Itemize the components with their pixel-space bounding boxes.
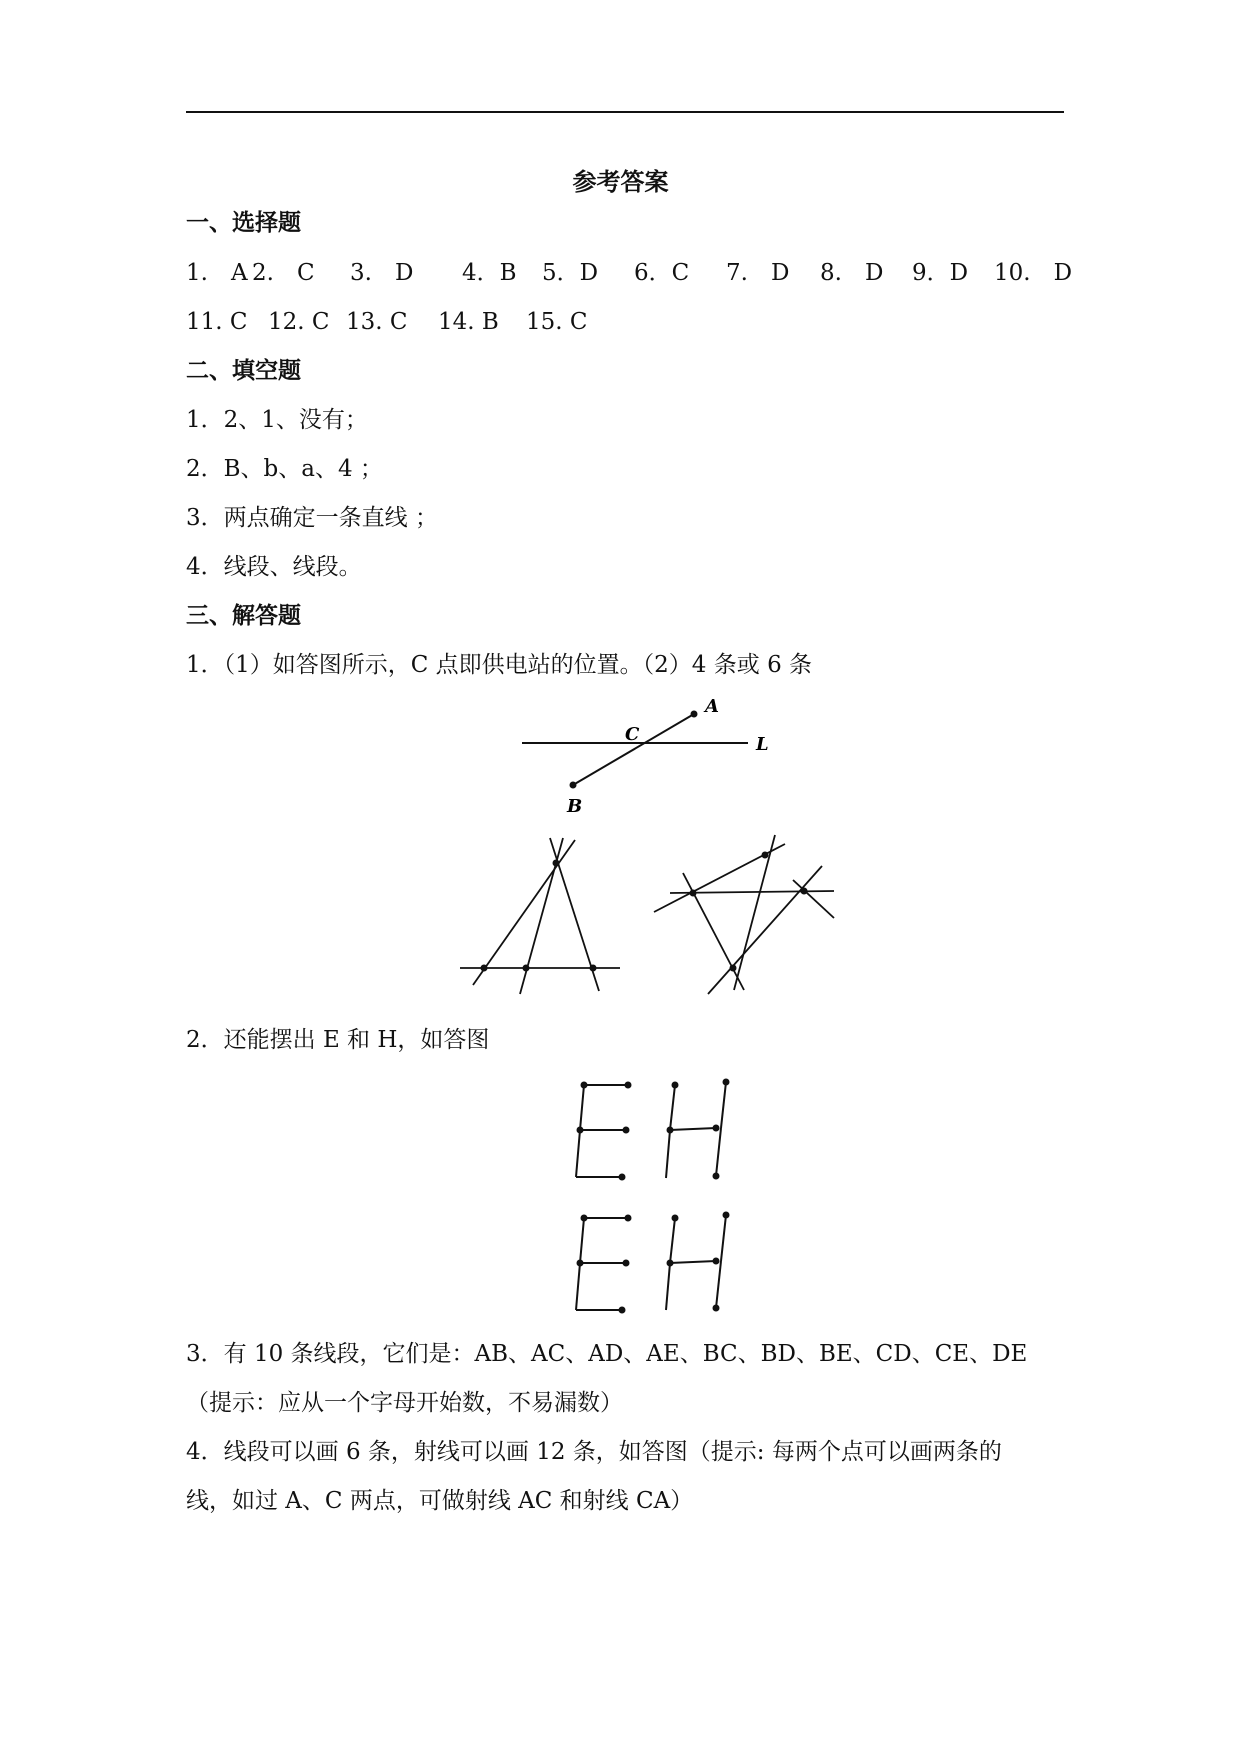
choice-answer: 11. C xyxy=(186,309,248,335)
answer-q4-line-2: 线，如过 A、C 两点，可做射线 AC 和射线 CA） xyxy=(186,1488,694,1514)
choice-answer: 2. C xyxy=(252,260,315,286)
fill-answer-2: 2．B、b、a、4 ； xyxy=(186,456,383,482)
label-b: B xyxy=(567,796,583,817)
choice-answer: 9．D xyxy=(912,260,969,286)
label-l: L xyxy=(756,734,769,755)
choice-answer: 3. D xyxy=(350,260,414,286)
choice-answer: 6．C xyxy=(634,260,690,286)
answer-q3-line-2: （提示：应从一个字母开始数，不易漏数） xyxy=(186,1390,623,1416)
fill-answer-3: 3．两点确定一条直线 ； xyxy=(186,505,438,531)
choice-answer: 7. D xyxy=(726,260,790,286)
section-heading-choice: 一、选择题 xyxy=(186,210,301,236)
choice-answer: 14. B xyxy=(438,309,499,335)
answer-q4-line-1: 4．线段可以画 6 条，射线可以画 12 条，如答图（提示: 每两个点可以画两条的 xyxy=(186,1439,1002,1465)
choice-answer: 15. C xyxy=(526,309,588,335)
fill-answer-1: 1．2、1、没有； xyxy=(186,407,368,433)
section-heading-answer: 三、解答题 xyxy=(186,603,301,629)
choice-answer: 12. C xyxy=(268,309,330,335)
choice-answer: 8. D xyxy=(820,260,884,286)
choice-answer: 10. D xyxy=(994,260,1073,286)
answer-q1: 1．（1）如答图所示，C 点即供电站的位置。（2）4 条或 6 条 xyxy=(186,652,813,678)
fill-answer-4: 4．线段、线段。 xyxy=(186,554,362,580)
label-c: C xyxy=(625,724,640,745)
page-title: 参考答案 xyxy=(572,167,669,196)
choice-answer: 13. C xyxy=(346,309,408,335)
section-heading-fill: 二、填空题 xyxy=(186,358,301,384)
answer-q3-line-1: 3．有 10 条线段，它们是：AB、AC、AD、AE、BC、BD、BE、CD、CE、DE xyxy=(186,1341,1028,1367)
choice-answer: 5．D xyxy=(542,260,599,286)
choice-answer: 1. A xyxy=(186,260,248,286)
choice-answer: 4．B xyxy=(462,260,517,286)
answer-q2: 2．还能摆出 E 和 H，如答图 xyxy=(186,1027,490,1053)
label-a: A xyxy=(705,696,719,717)
